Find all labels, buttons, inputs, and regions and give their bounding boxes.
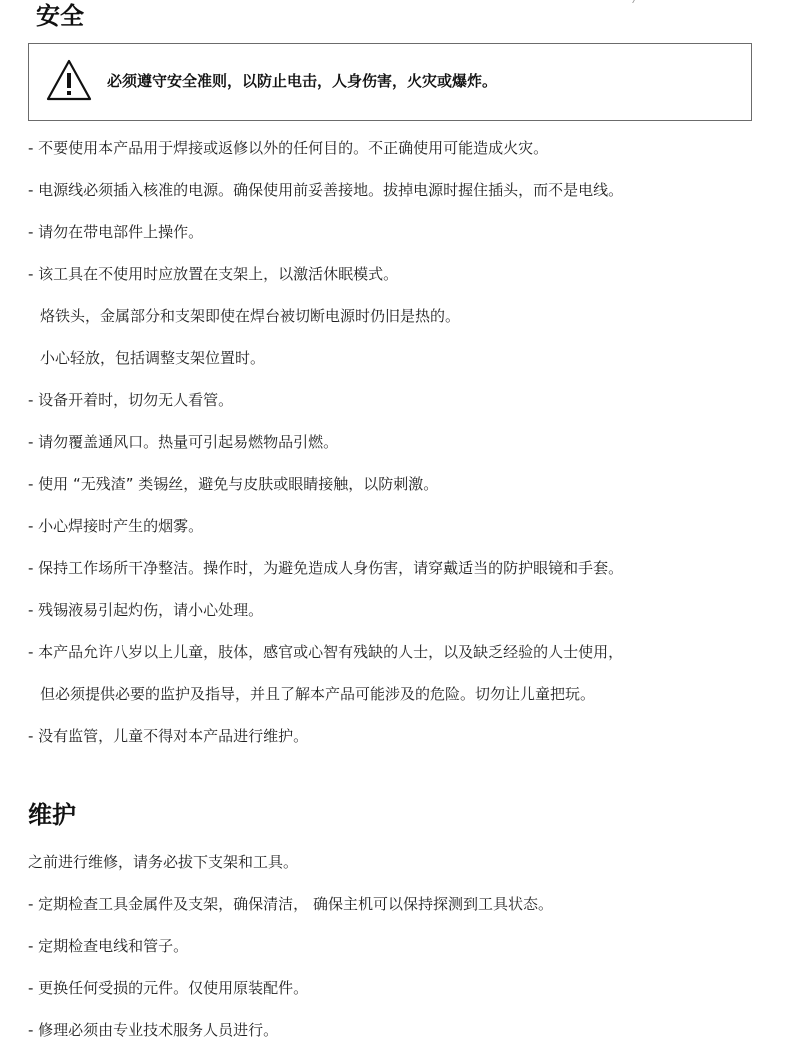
safety-item: - 不要使用本产品用于焊接或返修以外的任何目的。不正确使用可能造成火灾。 — [28, 139, 549, 157]
safety-item: - 使用 “无残渣” 类锡丝，避免与皮肤或眼睛接触，以防刺激。 — [28, 475, 439, 493]
safety-item: - 电源线必须插入核准的电源。确保使用前妥善接地。拔掉电源时握住插头，而不是电线。 — [28, 181, 624, 199]
maintenance-item: - 定期检查工具金属件及支架，确保清洁， 确保主机可以保持探测到工具状态。 — [28, 895, 553, 913]
decorative-mark — [632, 0, 641, 3]
maintenance-item: - 定期检查电线和管子。 — [28, 937, 189, 955]
safety-item: - 请勿在带电部件上操作。 — [28, 223, 204, 241]
warning-triangle-icon — [45, 58, 93, 102]
safety-item: - 设备开着时，切勿无人看管。 — [28, 391, 234, 409]
safety-item-continued: 但必须提供必要的监护及指导，并且了解本产品可能涉及的危险。切勿让儿童把玩。 — [40, 685, 596, 703]
safety-item: - 没有监管，儿童不得对本产品进行维护。 — [28, 727, 309, 745]
maintenance-heading: 维护 — [28, 801, 76, 829]
safety-item: - 该工具在不使用时应放置在支架上，以激活休眠模式。 — [28, 265, 399, 283]
safety-item: - 残锡液易引起灼伤，请小心处理。 — [28, 601, 264, 619]
maintenance-item: - 更换任何受损的元件。仅使用原装配件。 — [28, 979, 309, 997]
safety-heading: 安全 — [36, 2, 84, 30]
safety-item-continued: 烙铁头，金属部分和支架即使在焊台被切断电源时仍旧是热的。 — [40, 307, 461, 325]
safety-item: - 本产品允许八岁以上儿童，肢体，感官或心智有残缺的人士，以及缺乏经验的人士使用， — [28, 643, 624, 661]
safety-item: - 小心焊接时产生的烟雾。 — [28, 517, 204, 535]
safety-item: - 请勿覆盖通风口。热量可引起易燃物品引燃。 — [28, 433, 339, 451]
warning-text: 必须遵守安全准则，以防止电击，人身伤害，火灾或爆炸。 — [107, 72, 498, 90]
maintenance-intro: 之前进行维修，请务必拔下支架和工具。 — [28, 853, 299, 871]
safety-item-continued: 小心轻放，包括调整支架位置时。 — [40, 349, 266, 367]
warning-box — [28, 43, 752, 121]
safety-item: - 保持工作场所干净整洁。操作时，为避免造成人身伤害，请穿戴适当的防护眼镜和手套。 — [28, 559, 624, 577]
maintenance-item: - 修理必须由专业技术服务人员进行。 — [28, 1021, 279, 1039]
